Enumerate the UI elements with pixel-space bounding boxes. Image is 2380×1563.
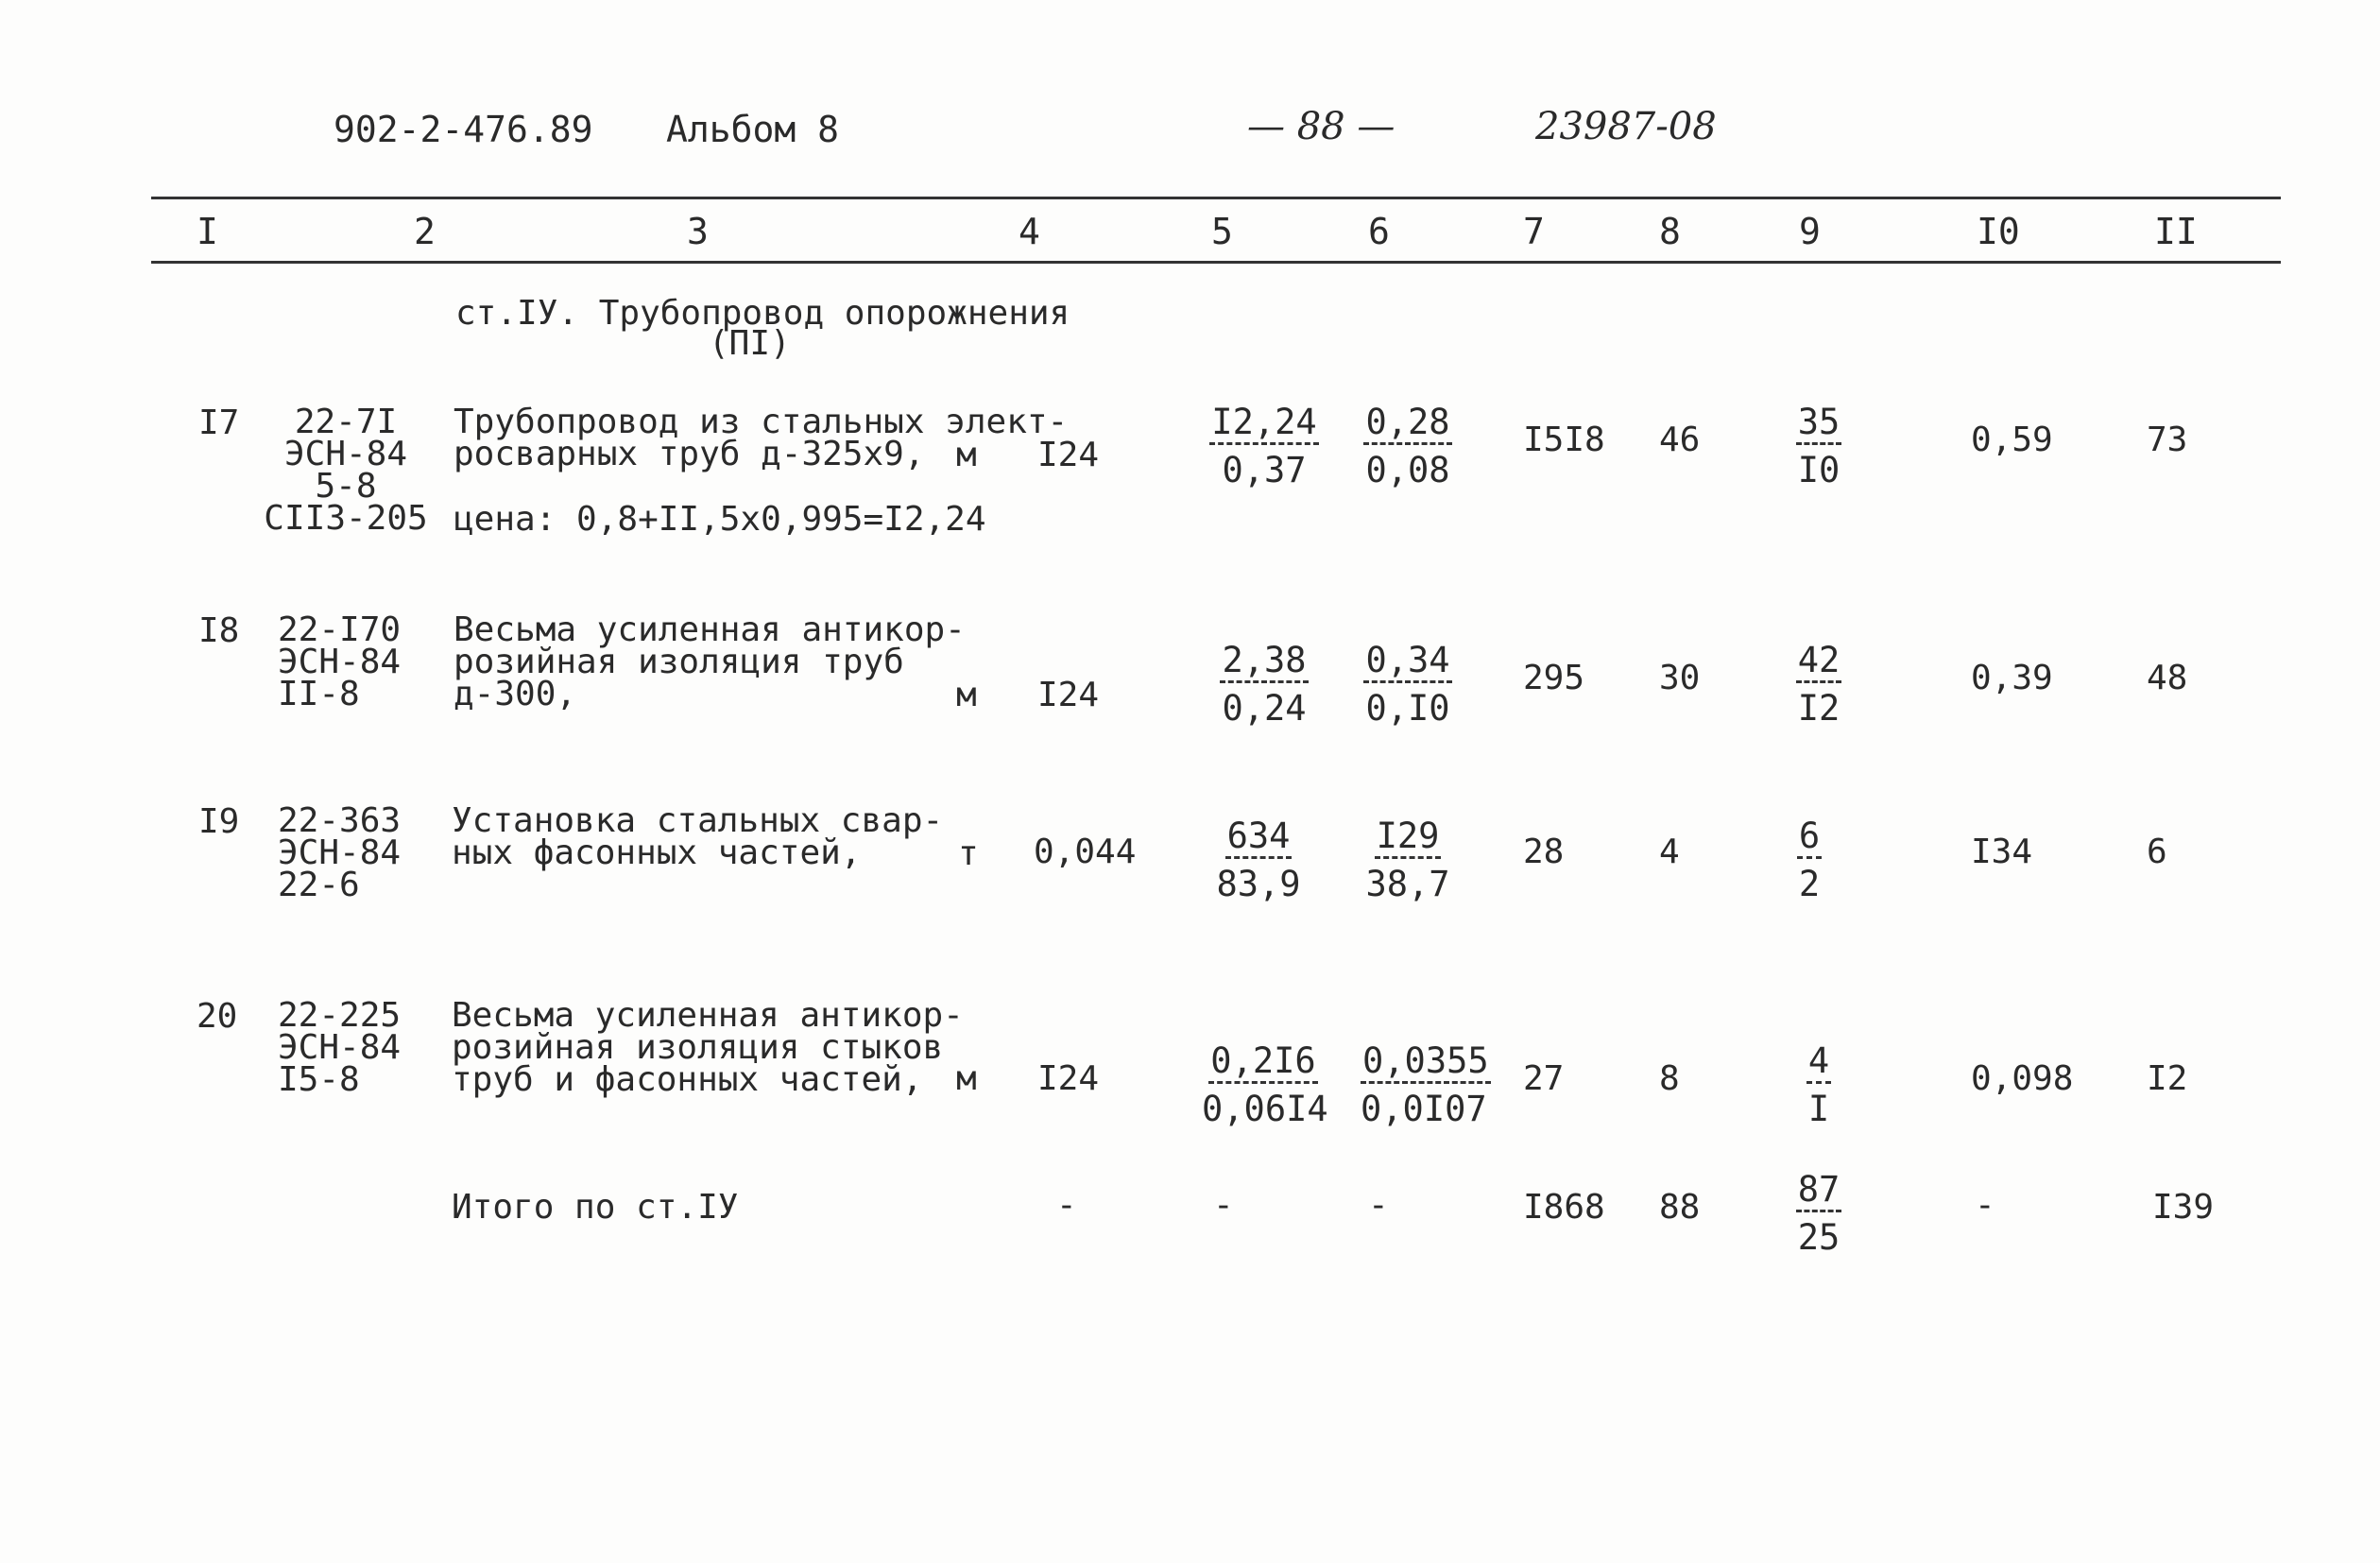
document-code: 902-2-476.89 [334, 109, 593, 150]
total-column-10: - [1975, 1186, 1995, 1225]
column-8-value: 46 [1659, 421, 1701, 459]
column-header: 8 [1659, 211, 1681, 252]
total-column-11: I39 [2152, 1188, 2215, 1227]
column-header: 2 [414, 211, 436, 252]
column-8-value: 30 [1659, 659, 1701, 697]
column-header: II [2154, 211, 2198, 252]
total-column-6: - [1368, 1186, 1389, 1225]
column-7-value: 27 [1523, 1059, 1565, 1098]
quantity: 0,044 [1034, 833, 1137, 871]
column-9-fraction: $\frac{42}{I2}$ [1797, 640, 1841, 729]
column-10-value: 0,59 [1971, 421, 2053, 459]
column-11-value: 48 [2147, 659, 2188, 697]
column-9-fraction: $\frac{6}{2}$ [1798, 816, 1821, 904]
total-column-5: - [1213, 1186, 1234, 1225]
rate-code: 22-363 ЭСН-84 22-6 [278, 801, 402, 904]
column-6-fraction: $\frac{0,0355}{0,0I07}$ [1361, 1040, 1489, 1129]
total-column-7: I868 [1523, 1188, 1605, 1227]
unit: м [956, 436, 977, 474]
quantity: I24 [1037, 1059, 1100, 1098]
quantity: I24 [1037, 436, 1100, 474]
album-label: Альбом 8 [666, 109, 840, 150]
column-6-fraction: $\frac{0,34}{0,I0}$ [1365, 640, 1450, 729]
column-5-fraction: $\frac{I2,24}{0,37}$ [1211, 402, 1317, 490]
rate-code: 22-225 ЭСН-84 I5-8 [278, 996, 402, 1099]
row-number: 20 [197, 997, 238, 1036]
work-description: Весьма усиленная антикор- розийная изоляция стыков труб и фасонных частей, [452, 996, 964, 1099]
column-6-fraction: $\frac{0,28}{0,08}$ [1365, 402, 1450, 490]
column-10-value: 0,39 [1971, 659, 2053, 697]
column-5-fraction: $\frac{634}{83,9}$ [1216, 816, 1301, 904]
column-header: 5 [1211, 211, 1233, 252]
unit: м [956, 1059, 977, 1098]
column-7-value: 295 [1523, 659, 1585, 697]
column-9-fraction: $\frac{4}{I}$ [1807, 1040, 1830, 1129]
column-8-value: 4 [1659, 833, 1680, 871]
column-10-value: 0,098 [1971, 1059, 2074, 1098]
row-number: I9 [198, 802, 240, 841]
work-description: Установка стальных свар- ных фасонных частей, [452, 801, 944, 872]
column-8-value: 8 [1659, 1059, 1680, 1098]
section-subtitle: (ПI) [709, 324, 791, 363]
total-column-9-fraction: $\frac{87}{25}$ [1797, 1169, 1841, 1258]
column-11-value: 6 [2147, 833, 2167, 871]
column-6-fraction: $\frac{I29}{38,7}$ [1365, 816, 1450, 904]
column-5-fraction: $\frac{2,38}{0,24}$ [1222, 640, 1307, 729]
table-header-rule [151, 261, 2281, 264]
column-9-fraction: $\frac{35}{I0}$ [1797, 402, 1841, 490]
column-header: 4 [1019, 211, 1040, 252]
unit: м [956, 676, 977, 714]
row-number: I7 [198, 404, 240, 442]
rate-code: 22-7I ЭСН-84 5-8 СII3-205 [264, 403, 428, 538]
page-number: — 88 — [1247, 105, 1395, 148]
column-header: I [197, 211, 218, 252]
total-column-4: - [1056, 1186, 1077, 1225]
unit: т [958, 834, 979, 873]
column-10-value: I34 [1971, 833, 2033, 871]
column-11-value: 73 [2147, 421, 2188, 459]
column-header: 3 [687, 211, 709, 252]
total-column-8: 88 [1659, 1188, 1701, 1227]
column-header: I0 [1977, 211, 2020, 252]
quantity: I24 [1037, 676, 1100, 714]
column-7-value: I5I8 [1523, 421, 1605, 459]
column-5-fraction: $\frac{0,2I6}{0,06I4}$ [1202, 1040, 1328, 1129]
inventory-number: 23987-08 [1535, 105, 1717, 148]
price-note: цена: 0,8+II,5х0,995=I2,24 [454, 500, 986, 539]
section-title: ст.IУ. Трубопровод опорожнения [455, 294, 1070, 333]
column-header: 9 [1799, 211, 1821, 252]
rate-code: 22-I70 ЭСН-84 II-8 [278, 610, 402, 713]
row-number: I8 [198, 611, 240, 650]
table-top-rule [151, 197, 2281, 199]
column-11-value: I2 [2147, 1059, 2188, 1098]
column-header: 7 [1523, 211, 1545, 252]
work-description: Весьма усиленная антикор- розийная изоляция труб д-300, [454, 610, 966, 713]
column-7-value: 28 [1523, 833, 1565, 871]
column-header: 6 [1368, 211, 1390, 252]
work-description: Трубопровод из стальных элект- росварных труб д-325х9, [454, 403, 1069, 473]
total-label: Итого по ст.IУ [452, 1188, 739, 1227]
